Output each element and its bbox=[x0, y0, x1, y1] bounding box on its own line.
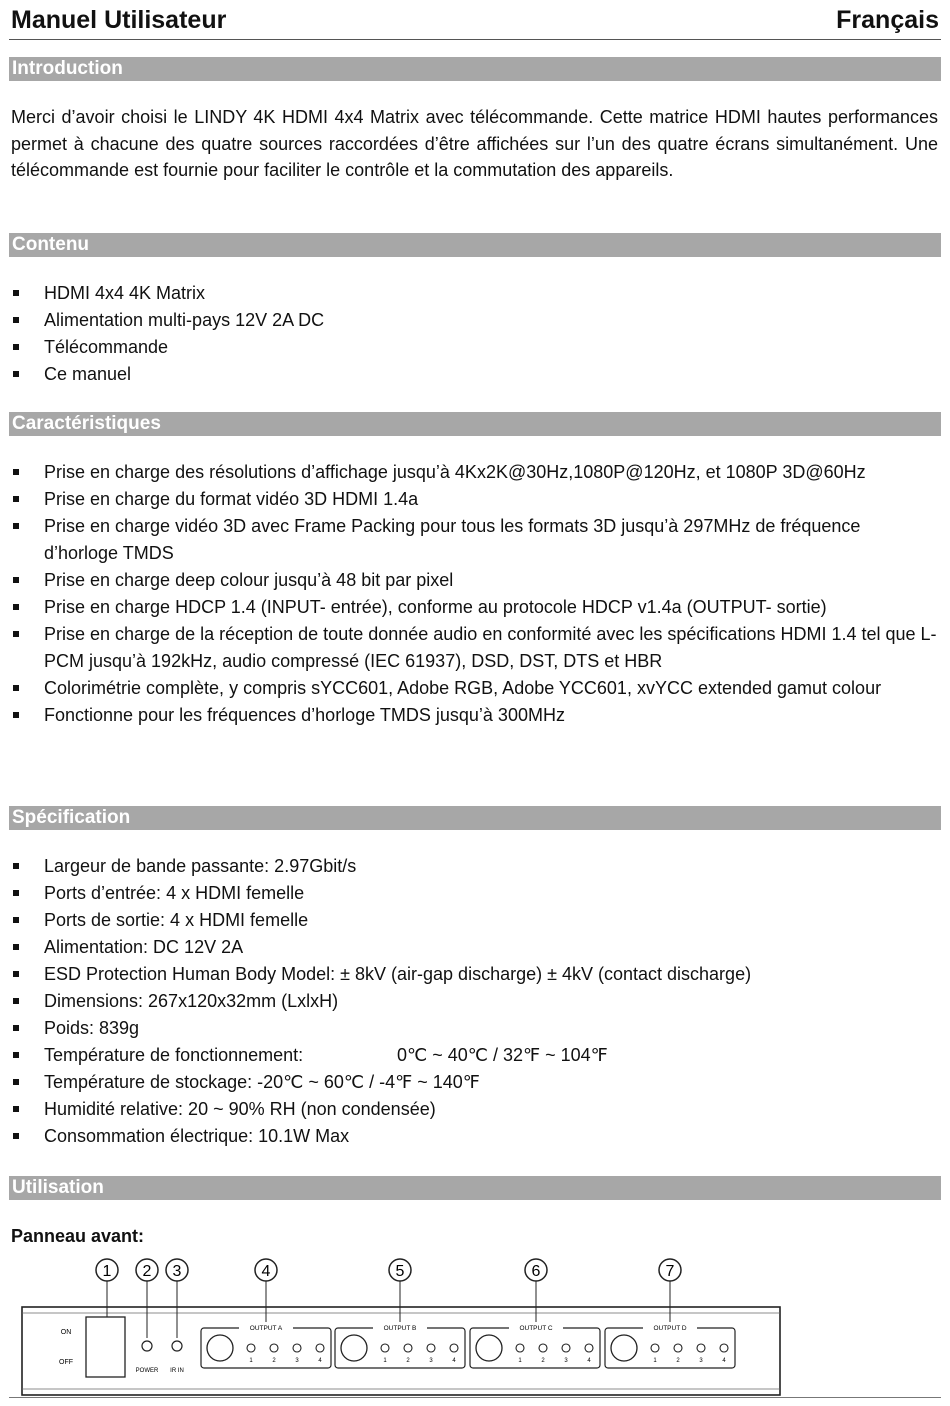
svg-text:3: 3 bbox=[172, 1263, 182, 1280]
list-item: Dimensions: 267x120x32mm (LxlxH) bbox=[0, 988, 938, 1015]
output-d-led-1 bbox=[651, 1344, 659, 1352]
callout-7 bbox=[659, 1259, 681, 1328]
svg-text:OUTPUT D: OUTPUT D bbox=[653, 1325, 687, 1332]
list-item: Prise en charge deep colour jusqu’à 48 bit par pixel bbox=[0, 567, 938, 594]
svg-text:3: 3 bbox=[699, 1358, 703, 1364]
list-item: Colorimétrie complète, y compris sYCC601, Adobe RGB, Adobe YCC601, xvYCC extended gamut colour bbox=[0, 675, 938, 702]
svg-text:1: 1 bbox=[383, 1358, 387, 1364]
svg-text:1: 1 bbox=[518, 1358, 522, 1364]
front-panel-title: Panneau avant: bbox=[11, 1226, 145, 1246]
callout-3 bbox=[166, 1259, 188, 1338]
svg-text:2: 2 bbox=[541, 1358, 545, 1364]
svg-text:2: 2 bbox=[676, 1358, 680, 1364]
output-c-led-3 bbox=[562, 1344, 570, 1352]
output-a-led-3 bbox=[293, 1344, 301, 1352]
svg-text:3: 3 bbox=[429, 1358, 433, 1364]
svg-text:2: 2 bbox=[406, 1358, 410, 1364]
svg-text:4: 4 bbox=[261, 1263, 271, 1280]
front-panel-diagram bbox=[0, 1252, 950, 1402]
output-c-led-2 bbox=[539, 1344, 547, 1352]
output-group-b bbox=[335, 1322, 465, 1368]
list-item: Prise en charge du format vidéo 3D HDMI 1.4a bbox=[0, 486, 938, 513]
output-a-led-2 bbox=[270, 1344, 278, 1352]
list-item: Alimentation multi-pays 12V 2A DC bbox=[0, 307, 938, 334]
power-led bbox=[142, 1341, 152, 1351]
power-led-label: POWER bbox=[135, 1368, 159, 1374]
intro-paragraph: Merci d’avoir choisi le LINDY 4K HDMI 4x4 Matrix avec télécommande. Cette matrice HDMI hautes performances permet à chacune des quatre sources raccordées d’être affichées sur l’un des quatre écrans simultanément. Une télécommande est fournie pour faciliter le contrôle et la commutation des appareils. bbox=[11, 107, 938, 180]
list-item: ESD Protection Human Body Model: ± 8kV (air-gap discharge) ± 4kV (contact discharge) bbox=[0, 961, 938, 988]
output-b-led-1 bbox=[381, 1344, 389, 1352]
svg-text:5: 5 bbox=[395, 1263, 405, 1280]
output-group-c bbox=[470, 1322, 600, 1368]
section-heading-introduction: Introduction bbox=[9, 57, 941, 81]
svg-text:3: 3 bbox=[564, 1358, 568, 1364]
contents-list bbox=[0, 280, 938, 388]
list-item: Fonctionne pour les fréquences d’horloge TMDS jusqu’à 300MHz bbox=[0, 702, 938, 729]
list-item: Ports d’entrée: 4 x HDMI femelle bbox=[0, 880, 938, 907]
output-c-led-1 bbox=[516, 1344, 524, 1352]
output-d-led-2 bbox=[674, 1344, 682, 1352]
output-group-d bbox=[605, 1322, 735, 1368]
features-list bbox=[0, 459, 938, 729]
operating-temp-label: Température de fonctionnement: bbox=[44, 1045, 304, 1065]
page-header bbox=[11, 6, 939, 38]
callout-6 bbox=[525, 1259, 547, 1328]
svg-text:1: 1 bbox=[102, 1263, 112, 1280]
list-item: Ports de sortie: 4 x HDMI femelle bbox=[0, 907, 938, 934]
list-item-operating-temp bbox=[0, 1042, 938, 1069]
output-b-led-2 bbox=[404, 1344, 412, 1352]
ir-receiver-label: IR IN bbox=[170, 1368, 184, 1374]
header-rule bbox=[9, 39, 941, 40]
section-heading-usage: Utilisation bbox=[9, 1176, 941, 1200]
power-switch bbox=[86, 1317, 125, 1377]
output-c-led-4 bbox=[585, 1344, 593, 1352]
callout-4 bbox=[255, 1259, 277, 1328]
svg-text:OUTPUT A: OUTPUT A bbox=[249, 1325, 283, 1332]
ir-receiver bbox=[172, 1341, 182, 1351]
spec-list bbox=[0, 853, 938, 1150]
callout-1 bbox=[96, 1259, 118, 1317]
list-item: Humidité relative: 20 ~ 90% RH (non condensée) bbox=[0, 1096, 938, 1123]
output-b-led-4 bbox=[450, 1344, 458, 1352]
svg-text:2: 2 bbox=[272, 1358, 276, 1364]
list-item: Consommation électrique: 10.1W Max bbox=[0, 1123, 938, 1150]
svg-text:4: 4 bbox=[318, 1358, 322, 1364]
output-b-select-button[interactable] bbox=[341, 1335, 367, 1361]
list-item: Prise en charge des résolutions d’affichage jusqu’à 4Kx2K@30Hz,1080P@120Hz, et 1080P 3D@60Hz bbox=[0, 459, 938, 486]
output-group-a bbox=[201, 1322, 331, 1368]
svg-text:4: 4 bbox=[722, 1358, 726, 1364]
output-a-select-button[interactable] bbox=[207, 1335, 233, 1361]
output-d-led-3 bbox=[697, 1344, 705, 1352]
section-heading-specification: Spécification bbox=[9, 806, 941, 830]
svg-text:OUTPUT B: OUTPUT B bbox=[383, 1325, 417, 1332]
list-item: Télécommande bbox=[0, 334, 938, 361]
svg-text:1: 1 bbox=[249, 1358, 253, 1364]
svg-text:1: 1 bbox=[653, 1358, 657, 1364]
switch-on-label: ON bbox=[60, 1329, 72, 1336]
list-item: Largeur de bande passante: 2.97Gbit/s bbox=[0, 853, 938, 880]
operating-temp-value: 0℃ ~ 40℃ / 32℉ ~ 104℉ bbox=[397, 1045, 608, 1065]
svg-text:3: 3 bbox=[295, 1358, 299, 1364]
output-b-led-3 bbox=[427, 1344, 435, 1352]
svg-text:4: 4 bbox=[587, 1358, 591, 1364]
switch-off-label: OFF bbox=[59, 1359, 73, 1366]
output-d-led-4 bbox=[720, 1344, 728, 1352]
output-a-led-1 bbox=[247, 1344, 255, 1352]
list-item: HDMI 4x4 4K Matrix bbox=[0, 280, 938, 307]
list-item: Alimentation: DC 12V 2A bbox=[0, 934, 938, 961]
svg-text:7: 7 bbox=[665, 1263, 675, 1280]
output-a-led-4 bbox=[316, 1344, 324, 1352]
manual-title: Manuel Utilisateur bbox=[11, 6, 227, 34]
svg-text:2: 2 bbox=[142, 1263, 152, 1280]
section-heading-features: Caractéristiques bbox=[9, 412, 941, 436]
svg-text:6: 6 bbox=[531, 1263, 541, 1280]
list-item: Prise en charge vidéo 3D avec Frame Packing pour tous les formats 3D jusqu’à 297MHz de fréquence d’horloge TMDS bbox=[0, 513, 938, 567]
footer-rule bbox=[9, 1397, 941, 1398]
section-heading-contents: Contenu bbox=[9, 233, 941, 257]
list-item: Température de stockage: -20℃ ~ 60℃ / -4℉ ~ 140℉ bbox=[0, 1069, 938, 1096]
list-item: Poids: 839g bbox=[0, 1015, 938, 1042]
list-item: Ce manuel bbox=[0, 361, 938, 388]
callout-5 bbox=[389, 1259, 411, 1328]
list-item: Prise en charge de la réception de toute donnée audio en conformité avec les spécifications HDMI 1.4 tel que L-PCM jusqu’à 192kHz, audio compressé (IEC 61937), DSD, DST, DTS et HBR bbox=[0, 621, 938, 675]
language-label: Français bbox=[836, 6, 939, 34]
output-c-select-button[interactable] bbox=[476, 1335, 502, 1361]
svg-text:4: 4 bbox=[452, 1358, 456, 1364]
output-d-select-button[interactable] bbox=[611, 1335, 637, 1361]
callout-2 bbox=[136, 1259, 158, 1338]
svg-text:OUTPUT C: OUTPUT C bbox=[519, 1325, 553, 1332]
list-item: Prise en charge HDCP 1.4 (INPUT- entrée), conforme au protocole HDCP v1.4a (OUTPUT- sortie) bbox=[0, 594, 938, 621]
